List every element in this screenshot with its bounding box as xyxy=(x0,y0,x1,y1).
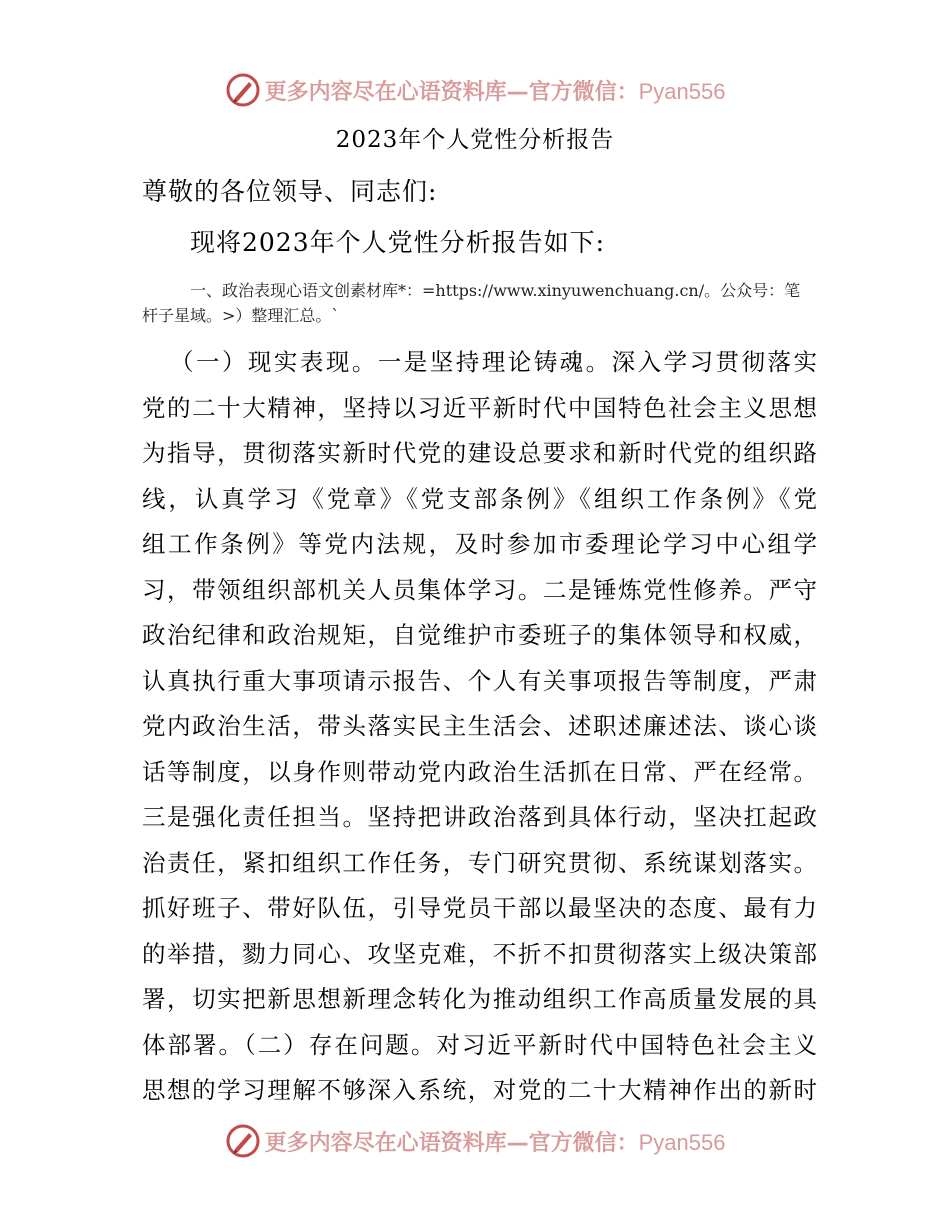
watermark-text xyxy=(265,75,726,106)
document-title: 2023年个人党性分析报告 xyxy=(335,127,615,153)
watermark-text-cn: 更多内容尽在心语资料库—官方微信： xyxy=(264,1130,639,1156)
watermark-wechat-id: Pyan556 xyxy=(638,78,726,104)
watermark-wechat-id: Pyan556 xyxy=(638,1129,726,1155)
body-line: 思想的学习理解不够深入系统，对党的二十大精神作出的新时 xyxy=(142,1076,817,1104)
section-heading xyxy=(142,278,815,328)
body-line: 政治纪律和政治规矩，自觉维护市委班子的集体领导和权威， xyxy=(142,621,817,649)
body-line: 体部署。（二）存在问题。对习近平新时代中国特色社会主义 xyxy=(142,1030,817,1059)
body-line: 治责任，紧扣组织工作任务，专门研究贯彻、系统谋划落实。 xyxy=(142,848,817,877)
section-heading-line-2: 杆子星域。>）整理汇总。` xyxy=(142,306,340,325)
pen-logo-icon xyxy=(225,1123,261,1159)
body-line: 认真执行重大事项请示报告、个人有关事项报告等制度，严肃 xyxy=(142,666,817,695)
body-line: 组工作条例》等党内法规，及时参加市委理论学习中心组学 xyxy=(142,530,817,558)
body-line: 署，切实把新思想新理念转化为推动组织工作高质量发展的具 xyxy=(142,985,817,1013)
watermark-text-cn: 更多内容尽在心语资料库—官方微信： xyxy=(264,79,639,105)
body-paragraph xyxy=(142,340,817,1104)
intro-paragraph: 现将2023年个人党性分析报告如下: xyxy=(190,228,606,257)
body-line: 线，认真学习《党章》《党支部条例》《组织工作条例》《党 xyxy=(142,484,817,513)
body-line: 党的二十大精神，坚持以习近平新时代中国特色社会主义思想 xyxy=(142,393,817,422)
body-line: 三是强化责任担当。坚持把讲政治落到具体行动，坚决扛起政 xyxy=(142,803,817,831)
body-line: 党内政治生活，带头落实民主生活会、述职述廉述法、谈心谈 xyxy=(142,712,817,740)
pen-logo-icon xyxy=(225,72,261,108)
body-line: 为指导，贯彻落实新时代党的建设总要求和新时代党的组织路 xyxy=(142,439,817,467)
body-line: 抓好班子、带好队伍，引导党员干部以最坚决的态度、最有力 xyxy=(142,894,817,922)
watermark-text xyxy=(265,1126,726,1157)
body-line: 习，带领组织部机关人员集体学习。二是锤炼党性修养。严守 xyxy=(142,575,817,604)
watermark-banner-top xyxy=(0,70,950,110)
greeting: 尊敬的各位领导、同志们: xyxy=(142,177,438,206)
section-heading-line-1: 一、政治表现心语文创素材库*：=https://www.xinyuwenchuang.cn/。公众号：笔 xyxy=(190,281,801,300)
body-line: 的举措，勠力同心、攻坚克难，不折不扣贯彻落实上级决策部 xyxy=(142,939,817,968)
body-line: （一）现实表现。一是坚持理论铸魂。深入学习贯彻落实 xyxy=(170,348,817,376)
body-line: 话等制度，以身作则带动党内政治生活抓在日常、严在经常。 xyxy=(142,757,817,786)
watermark-banner-bottom xyxy=(0,1121,950,1161)
